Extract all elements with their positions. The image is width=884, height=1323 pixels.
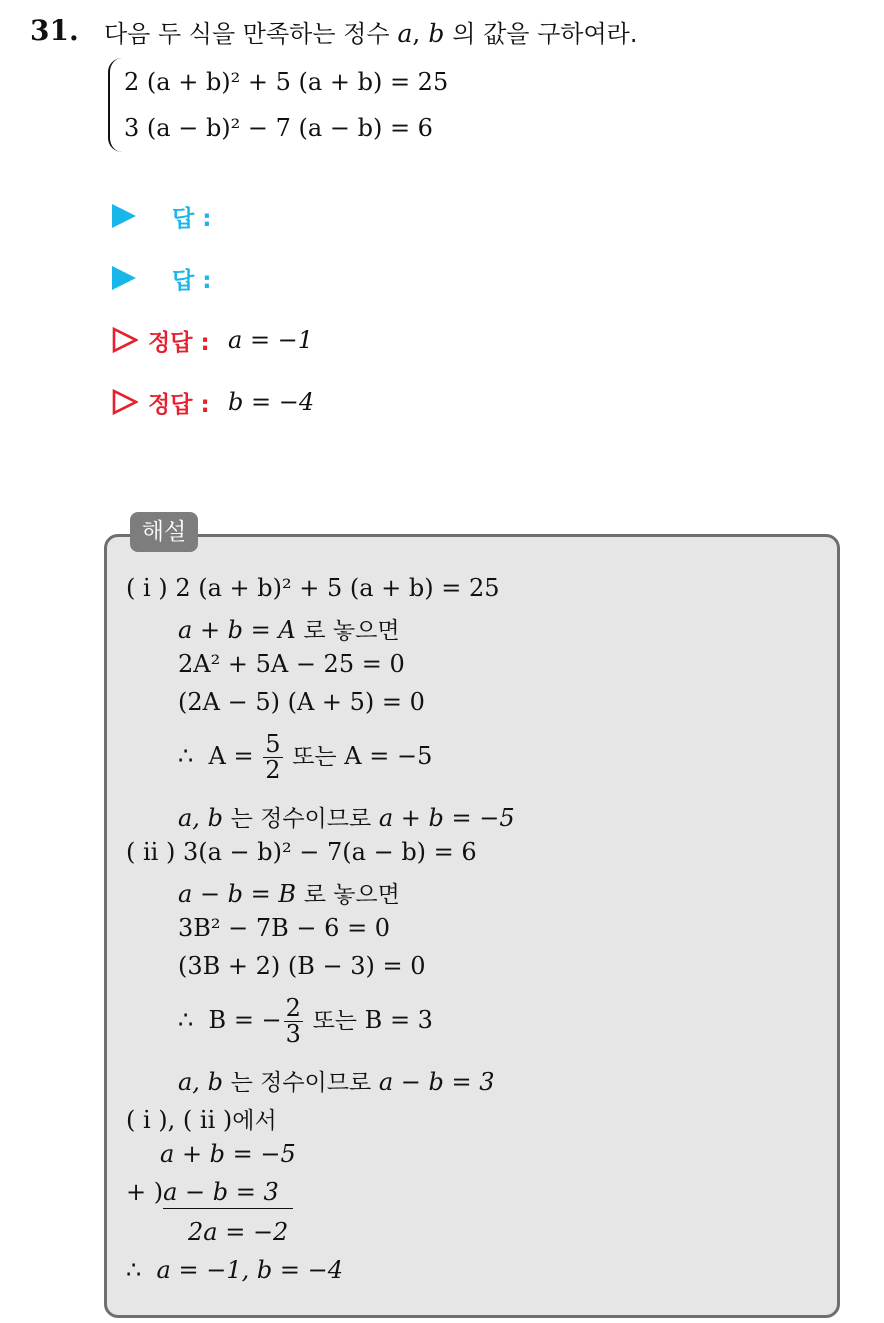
solution-part1-roots: ∴ A = $\frac{5}{2}$ 또는 A = −5: [178, 730, 433, 785]
question-var-b: b: [428, 19, 445, 48]
system-equation-2: 3 (a − b)² − 7 (a − b) = 6: [124, 114, 433, 142]
solution-sum-row-2: + )a − b = 3: [126, 1178, 293, 1209]
question-text-prefix: 다음 두 식을 만족하는 정수: [104, 20, 390, 48]
solution-sum-result: 2a = −2: [188, 1218, 289, 1246]
solution-part2-factored: (3B + 2) (B − 3) = 0: [178, 952, 426, 980]
question-text: [104, 14, 637, 49]
solution-part2-conclusion: a, b 는 정수이므로 a − b = 3: [178, 1068, 495, 1096]
answer-arrow-icon: [112, 266, 136, 290]
system-brace: [108, 58, 124, 152]
question-var-a: a: [397, 19, 413, 48]
solution-part2-substitution: a − b = B 로 놓으면: [178, 880, 400, 908]
solution-part2-roots: ∴ B = − $\frac{2}{3}$ 또는 B = 3: [178, 994, 433, 1049]
key-label-2: 정답 :: [148, 392, 210, 418]
key-arrow-icon: [112, 327, 138, 353]
solution-tab: 해설: [130, 512, 198, 552]
solution-sum-row-1: a + b = −5: [160, 1140, 296, 1168]
solution-part1-quadratic: 2A² + 5A − 25 = 0: [178, 650, 405, 678]
question-number: 31.: [30, 14, 79, 47]
answer-label-2: 답 :: [172, 268, 212, 294]
solution-part1-conclusion: a, b 는 정수이므로 a + b = −5: [178, 804, 515, 832]
solution-combine-heading: ( i ), ( ii )에서: [126, 1106, 277, 1134]
solution-part2-equation: ( ii ) 3(a − b)² − 7(a − b) = 6: [126, 838, 477, 866]
fraction-five-halves: $\frac{5}{2}$: [265, 730, 281, 785]
solution-part1-substitution: a + b = A 로 놓으면: [178, 616, 400, 644]
key-value-b: b = −4: [228, 388, 315, 416]
fraction-two-thirds: $\frac{2}{3}$: [285, 994, 301, 1049]
question-text-suffix: 의 값을 구하여라.: [452, 20, 638, 48]
system-equation-1: 2 (a + b)² + 5 (a + b) = 25: [124, 68, 449, 96]
solution-part1-factored: (2A − 5) (A + 5) = 0: [178, 688, 425, 716]
solution-part2-quadratic: 3B² − 7B − 6 = 0: [178, 914, 391, 942]
solution-final-answer: ∴ a = −1, b = −4: [126, 1256, 343, 1284]
key-label-1: 정답 :: [148, 330, 210, 356]
answer-arrow-icon: [112, 204, 136, 228]
key-arrow-icon: [112, 389, 138, 415]
answer-label-1: 답 :: [172, 206, 212, 232]
key-value-a: a = −1: [228, 326, 314, 354]
question-comma: ,: [412, 19, 421, 48]
solution-part1-equation: ( i ) 2 (a + b)² + 5 (a + b) = 25: [126, 574, 500, 602]
